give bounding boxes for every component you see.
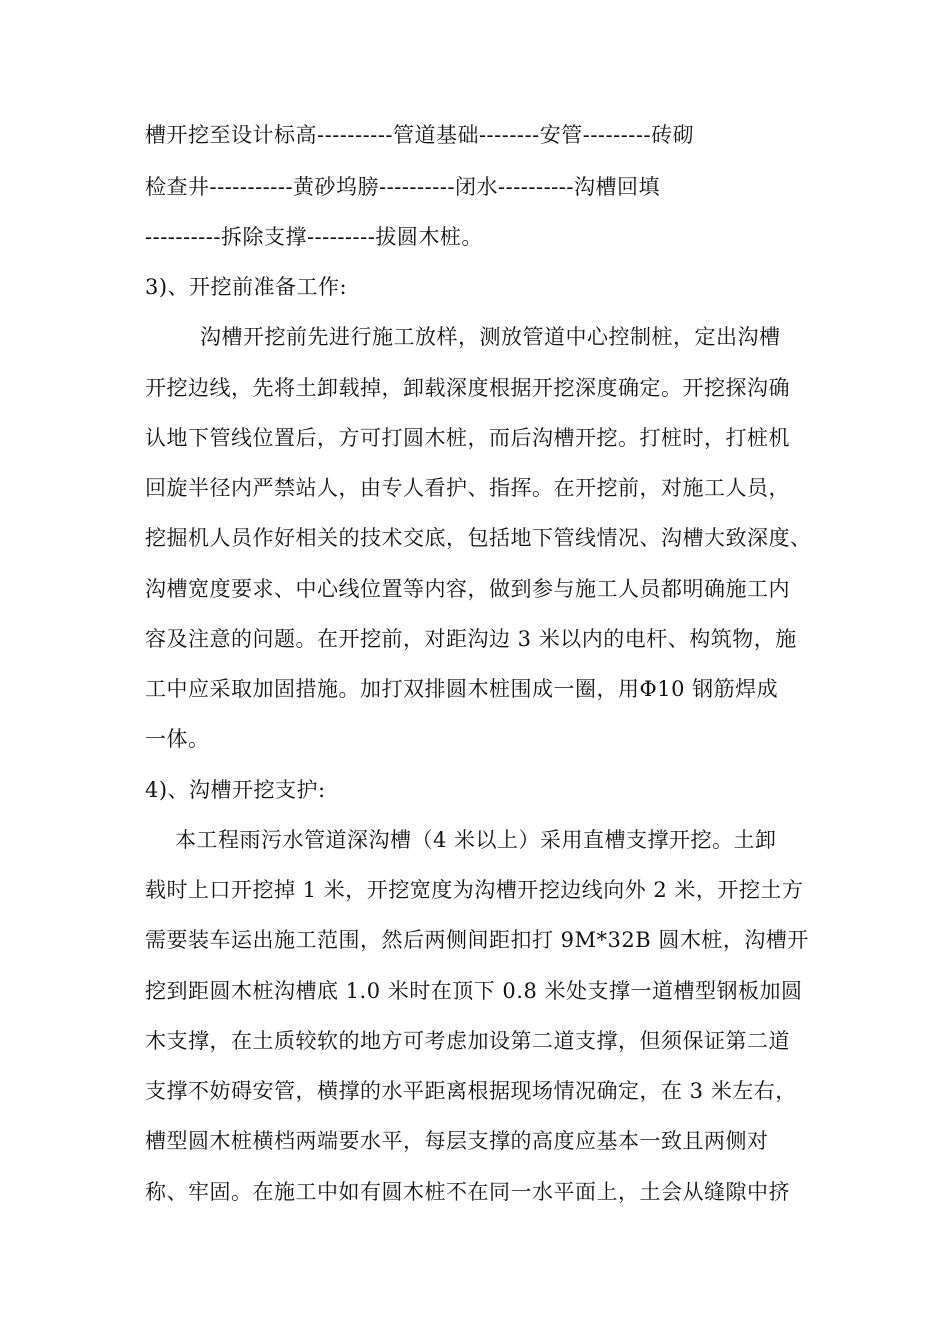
text-line-6: 开挖边线，先将土卸载掉，卸载深度根据开挖深度确定。开挖探沟确 (145, 376, 790, 400)
text-line-16: 载时上口开挖掉 1 米，开挖宽度为沟槽开挖边线向外 2 米，开挖土方 (145, 878, 804, 902)
text-line-22: 称、牢固。在施工中如有圆木桩不在同一水平面上，土会从缝隙中挤 (145, 1180, 790, 1204)
text-line-21: 槽型圆木桩横档两端要水平，每层支撑的高度应基本一致且两侧对 (145, 1129, 769, 1153)
text-line-19: 木支撑，在土质较软的地方可考虑加设第二道支撑，但须保证第二道 (145, 1029, 790, 1053)
section-heading-3: 3)、开挖前准备工作: (145, 275, 348, 299)
text-line-13: 一体。 (145, 727, 210, 751)
section-heading-4: 4)、沟槽开挖支护: (145, 778, 326, 802)
text-line-9: 挖掘机人员作好相关的技术交底，包括地下管线情况、沟槽大致深度、 (145, 526, 812, 550)
text-line-11: 容及注意的问题。在开挖前，对距沟边 3 米以内的电杆、构筑物，施 (145, 627, 797, 651)
text-line-2: 检查井-----------黄砂坞膀----------闭水----------沟槽回填 (145, 175, 660, 199)
text-line-15: 本工程雨污水管道深沟槽（4 米以上）采用直槽支撑开挖。土卸 (175, 828, 777, 852)
text-line-8: 回旋半径内严禁站人，由专人看护、指挥。在开挖前，对施工人员， (145, 476, 790, 500)
text-line-20: 支撑不妨碍安管，横撑的水平距离根据现场情况确定，在 3 米左右， (145, 1079, 797, 1103)
text-line-10: 沟槽宽度要求、中心线位置等内容，做到参与施工人员都明确施工内 (145, 577, 790, 601)
text-line-3: ----------拆除支撑---------拔圆木桩。 (145, 225, 483, 249)
text-line-12: 工中应采取加固措施。加打双排圆木桩围成一圈，用Φ10 钢筋焊成 (145, 677, 779, 701)
text-line-7: 认地下管线位置后，方可打圆木桩，而后沟槽开挖。打桩时，打桩机 (145, 426, 790, 450)
text-line-1: 槽开挖至设计标高----------管道基础--------安管---------砖砌 (145, 123, 695, 147)
text-line-18: 挖到距圆木桩沟槽底 1.0 米时在顶下 0.8 米处支撑一道槽型钢板加圆 (145, 979, 803, 1003)
text-line-5: 沟槽开挖前先进行施工放样，测放管道中心控制桩，定出沟槽 (200, 325, 781, 349)
text-line-17: 需要装车运出施工范围，然后两侧间距扣打 9M*32B 圆木桩，沟槽开 (145, 928, 809, 952)
